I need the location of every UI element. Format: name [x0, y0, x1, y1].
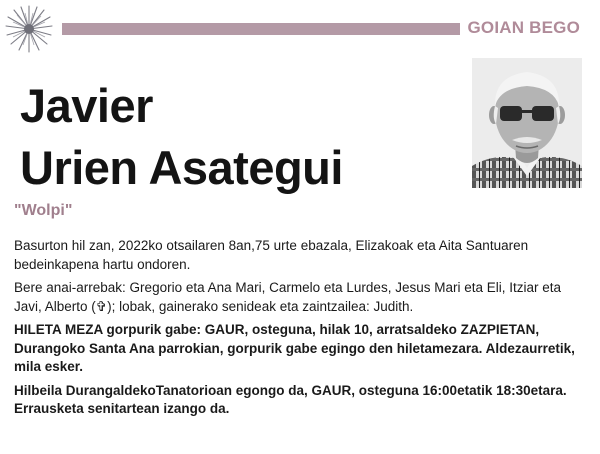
first-name: Javier	[20, 79, 153, 132]
funeral-mass-info: HILETA MEZA gorpurik gabe: GAUR, osteguna, hilak 10, arratsaldeko ZAZPIETAN, Durangoko Santa Ana parrokian, gorpurik gabe egingo den hiletamezara. Aldezaurretik, mila esker.	[14, 322, 575, 374]
portrait-photo	[472, 58, 582, 188]
wake-info: Hilbeila DurangaldekoTanatorioan egongo da, GAUR, osteguna 16:00etatik 18:30etara. Errausketa senitartean izango da.	[14, 382, 567, 416]
death-announcement: Basurton hil zan, 2022ko otsailaren 8an,75 urte ebazala, Elizakoak eta Aita Santuaren bedeinkapena hartu ondoren.	[14, 238, 529, 272]
nickname: "Wolpi"	[14, 202, 73, 219]
surname: Urien Asategui	[20, 141, 343, 194]
flower-icon	[4, 4, 54, 54]
header-label: GOIAN BEGO	[467, 18, 580, 37]
header-bar	[62, 23, 460, 35]
notice-body	[14, 237, 586, 424]
family-members: Bere anai-arrebak: Gregorio eta Ana Mari, Carmelo eta Lurdes, Jesus Mari eta Eli, Itziar eta Javi, Alberto (✞); lobak, gainerako senideak eta zaintzailea: Judith.	[14, 280, 562, 314]
